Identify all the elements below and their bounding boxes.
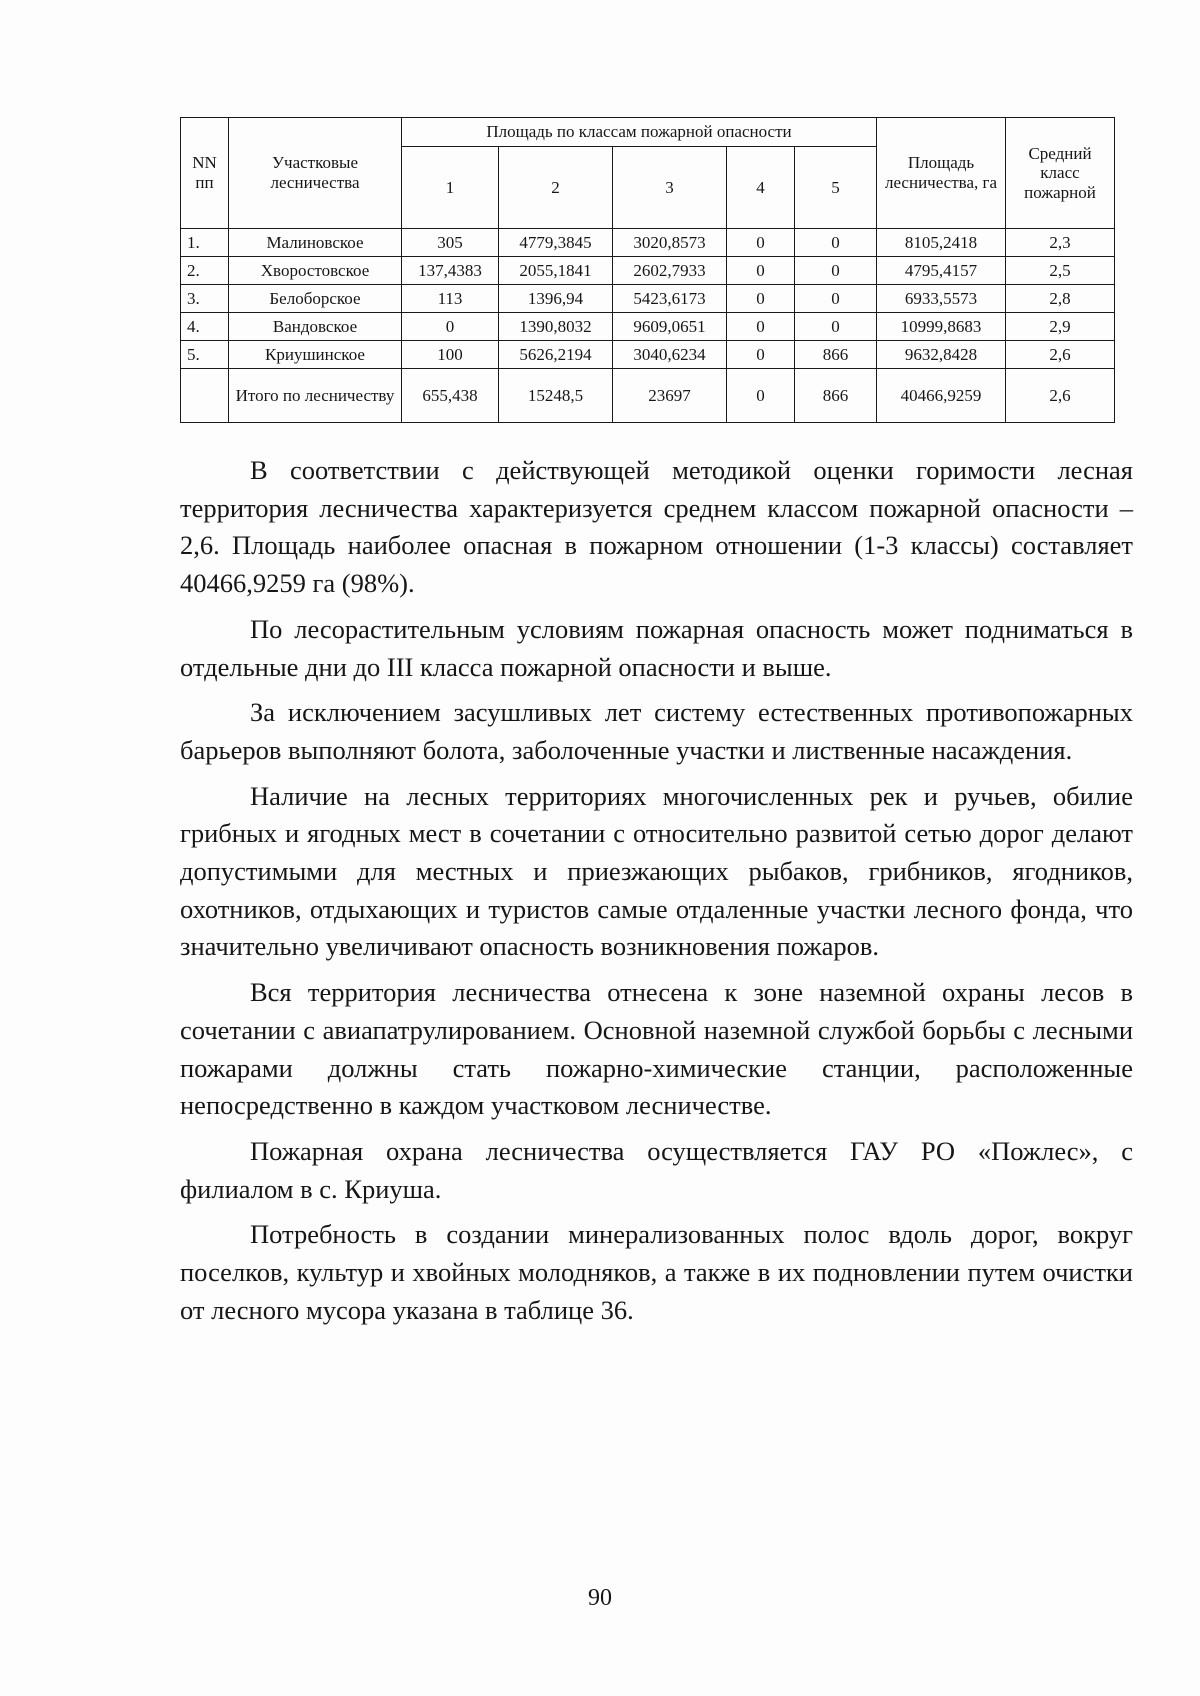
cell-nn: 5. — [181, 341, 229, 369]
cell-avg: 2,5 — [1006, 257, 1115, 285]
cell-class-1: 0 — [402, 313, 499, 341]
cell-class-5: 0 — [795, 313, 877, 341]
header-class-5: 5 — [795, 147, 877, 229]
fire-danger-table — [180, 117, 1115, 423]
cell-class-2: 1390,8032 — [499, 313, 613, 341]
cell-nn: 1. — [181, 229, 229, 257]
cell-name: Хворостовское — [229, 257, 402, 285]
header-total-area: Площадь лесничества, га — [877, 118, 1006, 229]
cell-area: 4795,4157 — [877, 257, 1006, 285]
header-class-2: 2 — [499, 147, 613, 229]
cell-nn: 2. — [181, 257, 229, 285]
cell-avg: 2,8 — [1006, 285, 1115, 313]
cell-name: Белоборское — [229, 285, 402, 313]
cell-class-2: 4779,3845 — [499, 229, 613, 257]
table-row — [181, 257, 1115, 285]
cell-avg: 2,6 — [1006, 341, 1115, 369]
cell-class-3: 3040,6234 — [613, 341, 727, 369]
cell-class-2: 5626,2194 — [499, 341, 613, 369]
cell-class-5: 0 — [795, 285, 877, 313]
header-class-1: 1 — [402, 147, 499, 229]
cell-area: 10999,8683 — [877, 313, 1006, 341]
cell-class-4: 0 — [727, 341, 795, 369]
cell-class-4: 0 — [727, 313, 795, 341]
cell-class-5: 0 — [795, 257, 877, 285]
header-class-3: 3 — [613, 147, 727, 229]
cell-class-1: 100 — [402, 341, 499, 369]
cell-class-4: 0 — [727, 285, 795, 313]
cell-avg: 2,6 — [1006, 369, 1115, 423]
body-text — [180, 452, 1133, 1337]
paragraph: По лесорастительным условиям пожарная опасность может подниматься в отдельные дни до III класса пожарной опасности и выше. — [180, 613, 1133, 682]
table-header-row-1 — [181, 118, 1115, 147]
cell-nn — [181, 369, 229, 423]
cell-class-2: 2055,1841 — [499, 257, 613, 285]
table-total-row — [181, 369, 1115, 423]
cell-class-1: 113 — [402, 285, 499, 313]
cell-name: Малиновское — [229, 229, 402, 257]
cell-avg: 2,9 — [1006, 313, 1115, 341]
cell-class-1: 137,4383 — [402, 257, 499, 285]
cell-name: Итого по лесничеству — [229, 369, 402, 423]
header-subdivision: Участковые лесничества — [229, 118, 402, 229]
paragraph: За исключением засушливых лет систему естественных противопожарных барьеров выполняют болота, заболоченные участки и лиственные насаждения. — [180, 697, 1133, 765]
header-nn: NN пп — [181, 118, 229, 229]
cell-class-1: 655,438 — [402, 369, 499, 423]
cell-class-4: 0 — [727, 257, 795, 285]
cell-class-5: 866 — [795, 341, 877, 369]
page-number: 90 — [588, 1585, 612, 1611]
paragraph: Наличие на лесных территориях многочисленных рек и ручьев, обилие грибных и ягодных мест в сочетании с относительно развитой сетью дорог делают допустимыми для местных и приезжающих рыбаков, грибников, ягодников, охотников, отдыхающих и туристов самые отдаленные участки лесного фонда, что значительно увеличивают опасность возникновения пожаров. — [180, 780, 1133, 962]
table-row — [181, 313, 1115, 341]
paragraph: Потребность в создании минерализованных полос вдоль дорог, вокруг поселков, культур и хвойных молодняков, а также в их подновлении путем очистки от лесного мусора указана в таблице 36. — [180, 1219, 1133, 1325]
cell-class-3: 23697 — [613, 369, 727, 423]
paragraph: В соответствии с действующей методикой оценки горимости лесная территория лесничества характеризуется среднем классом пожарной опасности – 2,6. Площадь наиболее опасная в пожарном отношении (1-3 классы) составляет 40466,9259 га (98%). — [180, 455, 1133, 599]
cell-class-4: 0 — [727, 369, 795, 423]
cell-name: Вандовское — [229, 313, 402, 341]
cell-class-3: 2602,7933 — [613, 257, 727, 285]
cell-class-1: 305 — [402, 229, 499, 257]
cell-class-5: 0 — [795, 229, 877, 257]
cell-class-2: 15248,5 — [499, 369, 613, 423]
cell-area: 40466,9259 — [877, 369, 1006, 423]
cell-nn: 3. — [181, 285, 229, 313]
table-row — [181, 229, 1115, 257]
paragraph: Вся территория лесничества отнесена к зоне наземной охраны лесов в сочетании с авиапатрулированием. Основной наземной службой борьбы с лесными пожарами должны стать пожарно-химические станции, расположенные непосредственно в каждом участковом лесничестве. — [180, 977, 1133, 1121]
cell-class-3: 9609,0651 — [613, 313, 727, 341]
cell-class-3: 5423,6173 — [613, 285, 727, 313]
cell-class-2: 1396,94 — [499, 285, 613, 313]
header-avg-class: Средний класс пожарной — [1006, 118, 1115, 229]
cell-avg: 2,3 — [1006, 229, 1115, 257]
cell-area: 8105,2418 — [877, 229, 1006, 257]
cell-class-3: 3020,8573 — [613, 229, 727, 257]
table-row — [181, 285, 1115, 313]
header-area-by-class: Площадь по классам пожарной опасности — [402, 118, 877, 147]
cell-nn: 4. — [181, 313, 229, 341]
cell-area: 9632,8428 — [877, 341, 1006, 369]
cell-area: 6933,5573 — [877, 285, 1006, 313]
header-class-4: 4 — [727, 147, 795, 229]
table-row — [181, 341, 1115, 369]
cell-name: Криушинское — [229, 341, 402, 369]
cell-class-4: 0 — [727, 229, 795, 257]
paragraph: Пожарная охрана лесничества осуществляется ГАУ РО «Пожлес», с филиалом в с. Криуша. — [180, 1135, 1133, 1204]
cell-class-5: 866 — [795, 369, 877, 423]
